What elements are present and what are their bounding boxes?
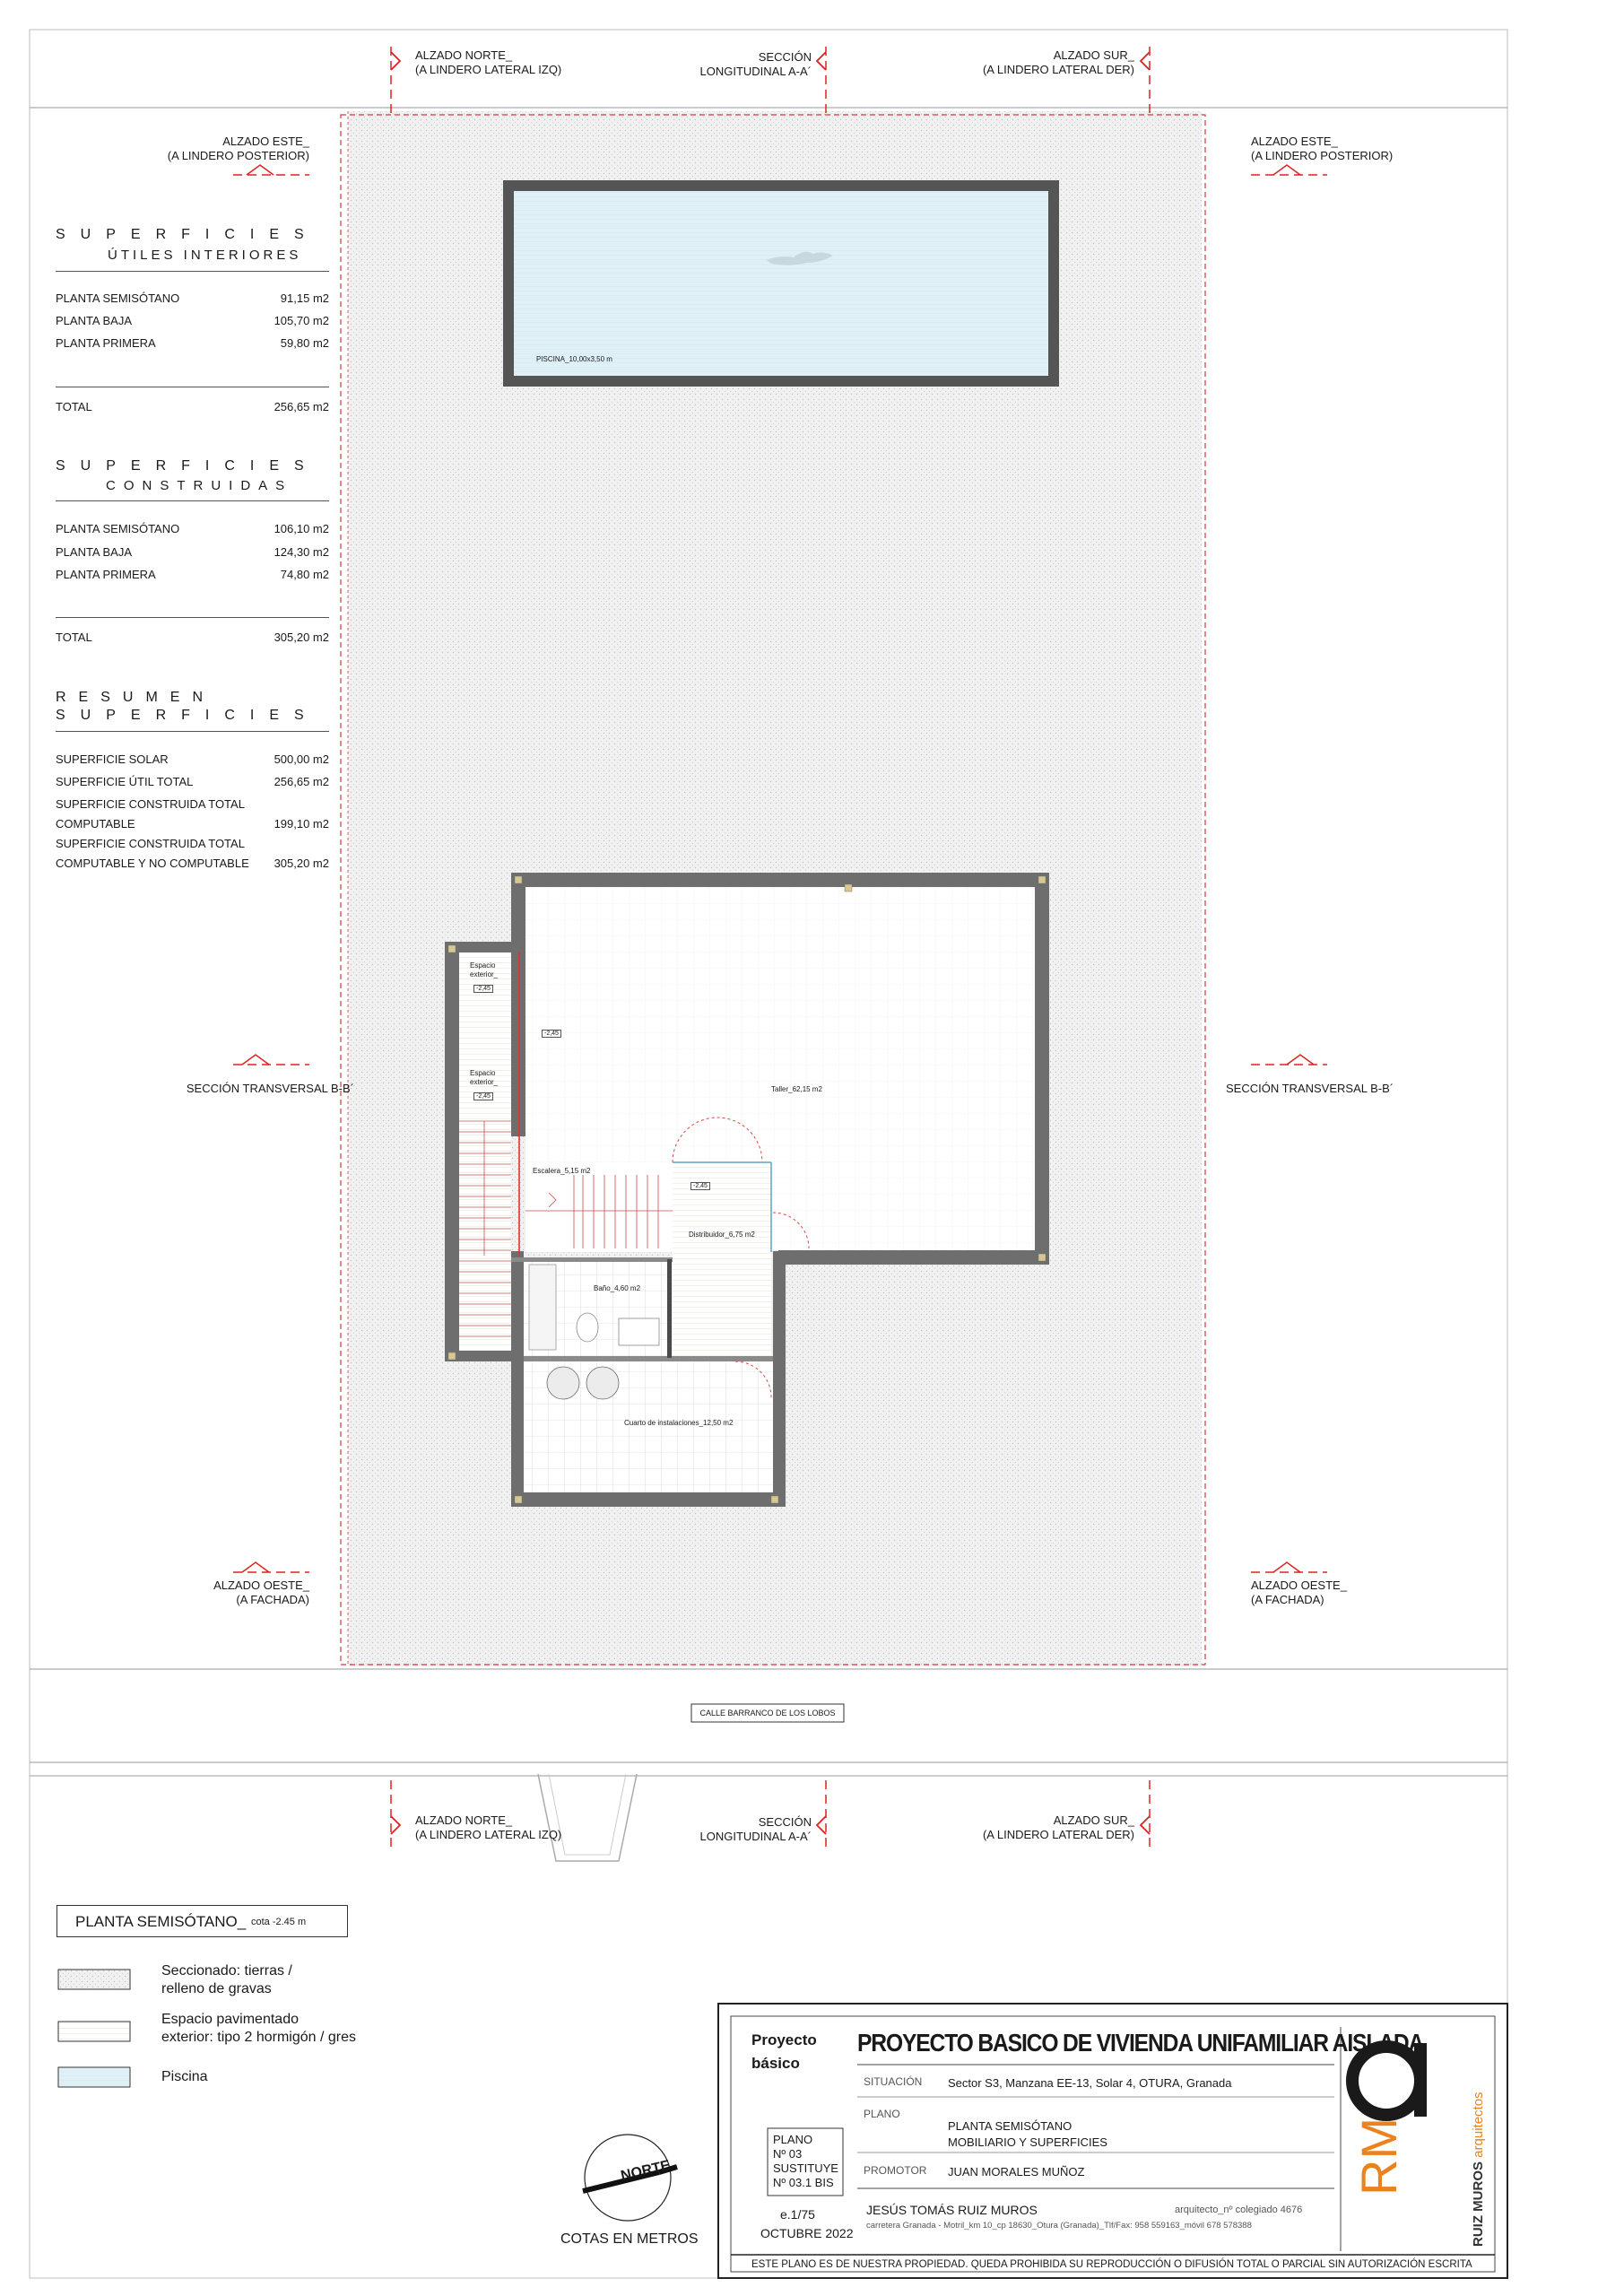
plano-value: [948, 2118, 1107, 2151]
label-line: ALZADO NORTE_: [415, 48, 513, 62]
seccion-bb-right: SECCIÓN TRANSVERSAL B-B´: [1226, 1082, 1394, 1095]
legend-paving: [161, 2011, 356, 2047]
level-tag: -2,45: [690, 1182, 710, 1190]
situacion-value: Sector S3, Manzana EE-13, Solar 4, OTURA, Granada: [948, 2076, 1232, 2090]
legend-gravel: [161, 1962, 292, 1998]
footer-notice: ESTE PLANO ES DE NUESTRA PROPIEDAD. QUEDA PROHIBIDA SU REPRODUCCIÓN O DIFUSIÓN TOTAL O PARCIAL SIN AUTORIZACIÓN ESCRITA: [751, 2259, 1472, 2270]
label-line: exterior_: [470, 1078, 499, 1086]
section-title: SUPERFICIES: [56, 227, 319, 242]
colegiado: arquitecto_nº colegiado 4676: [1175, 2205, 1303, 2215]
label-line: ALZADO OESTE_: [1251, 1578, 1347, 1592]
promotor-value: JUAN MORALES MUÑOZ: [948, 2165, 1085, 2179]
scale: e.1/75: [780, 2207, 815, 2222]
logo-arquitectos: arquitectos: [1471, 2092, 1486, 2158]
section-subtitle: ÚTILES INTERIORES: [108, 248, 302, 263]
row-label: PLANTA SEMISÓTANO: [56, 522, 180, 535]
row-label: COMPUTABLE: [56, 817, 135, 831]
row-label: PLANTA PRIMERA: [56, 336, 156, 350]
label-line: LONGITUDINAL A-A´: [699, 1830, 812, 1843]
alzado-este-left: [135, 135, 309, 163]
legend-line: Seccionado: tierras /: [161, 1963, 292, 1979]
alzado-norte-bottom: [415, 1813, 561, 1842]
row-label: SUPERFICIE CONSTRUIDA TOTAL: [56, 797, 245, 811]
label-line: (A FACHADA): [236, 1593, 309, 1606]
box-line: Nº 03.1 BIS: [773, 2176, 834, 2189]
seccion-bb-left: SECCIÓN TRANSVERSAL B-B´: [186, 1082, 354, 1095]
section-subtitle: CONSTRUIDAS: [106, 478, 293, 493]
plan-cota: cota -2.45 m: [251, 1917, 307, 1927]
divider: [56, 731, 329, 732]
label-line: (A LINDERO LATERAL IZQ): [415, 63, 562, 76]
street-label: CALLE BARRANCO DE LOS LOBOS: [699, 1709, 836, 1718]
row-label: PLANTA BAJA: [56, 545, 133, 559]
plano-number-box: [773, 2133, 838, 2190]
row-value: 256,65 m2: [274, 400, 329, 413]
espacio-exterior-1: [470, 961, 498, 979]
label-line: ALZADO SUR_: [1053, 1813, 1134, 1827]
alzado-oeste-left: [135, 1578, 309, 1607]
alzado-sur-top: [951, 48, 1134, 77]
legend-line: relleno de gravas: [161, 1981, 272, 1996]
alzado-sur-bottom: [951, 1813, 1134, 1842]
row-label: PLANTA SEMISÓTANO: [56, 291, 180, 305]
row-value: 74,80 m2: [280, 568, 329, 581]
label-line: ALZADO NORTE_: [415, 1813, 513, 1827]
section-title: SUPERFICIES: [56, 458, 319, 474]
label-line: Espacio: [470, 961, 496, 970]
escalera-label: Escalera_5,15 m2: [533, 1167, 591, 1175]
label-line: SECCIÓN: [758, 1815, 812, 1829]
label-line: (A LINDERO LATERAL DER): [982, 63, 1134, 76]
label-line: LONGITUDINAL A-A´: [699, 65, 812, 78]
situacion-label: SITUACIÓN: [864, 2075, 923, 2088]
row-label: SUPERFICIE CONSTRUIDA TOTAL: [56, 837, 245, 850]
section-subtitle: SUPERFICIES: [56, 708, 319, 723]
distribuidor-label: Distribuidor_6,75 m2: [689, 1231, 755, 1239]
label-line: ALZADO ESTE_: [222, 135, 309, 148]
taller-label: Taller_62,15 m2: [771, 1085, 822, 1093]
label-line: (A LINDERO LATERAL IZQ): [415, 1828, 562, 1841]
legend-line: Espacio pavimentado: [161, 2012, 299, 2027]
row-value: 59,80 m2: [280, 336, 329, 350]
alzado-este-right: [1251, 135, 1393, 163]
label-line: exterior_: [470, 970, 499, 978]
distribuidor-floor: [673, 1162, 771, 1356]
divider: [56, 500, 329, 501]
logo-ruiz-muros: RUIZ MUROS: [1471, 2161, 1486, 2247]
label-line: (A LINDERO POSTERIOR): [167, 149, 309, 162]
proyecto-basico-stamp: [751, 2029, 817, 2075]
legend-line: exterior: tipo 2 hormigón / gres: [161, 2030, 356, 2045]
date: OCTUBRE 2022: [760, 2226, 854, 2240]
alzado-norte-top: [415, 48, 561, 77]
label-line: Espacio: [470, 1069, 496, 1077]
label-line: SECCIÓN: [758, 50, 812, 64]
divider: [56, 271, 329, 272]
logo-vertical-text: [1471, 2092, 1486, 2247]
bano-label: Baño_4,60 m2: [594, 1284, 641, 1292]
main-title: PROYECTO BASICO DE VIVIENDA UNIFAMILIAR AISLADA: [857, 2029, 1424, 2057]
row-label: SUPERFICIE ÚTIL TOTAL: [56, 775, 194, 788]
espacio-exterior-2: [470, 1069, 498, 1087]
logo-rm: RM: [1350, 2117, 1407, 2196]
box-line: SUSTITUYE: [773, 2161, 838, 2175]
box-line: PLANO: [773, 2133, 813, 2146]
value-line: PLANTA SEMISÓTANO: [948, 2119, 1073, 2133]
row-label: SUPERFICIE SOLAR: [56, 752, 169, 766]
seccion-aa-top: [682, 50, 812, 79]
level-tag: -2,45: [542, 1030, 561, 1038]
architect-name: JESÚS TOMÁS RUIZ MUROS: [866, 2203, 1038, 2217]
row-value: 500,00 m2: [274, 752, 329, 766]
architect-address: carretera Granada - Motril_km 10_cp 18630_Otura (Granada)_Tlf/Fax: 958 559163_móvil 678 578388: [866, 2221, 1252, 2231]
value-line: MOBILIARIO Y SUPERFICIES: [948, 2135, 1107, 2149]
row-value: 106,10 m2: [274, 522, 329, 535]
level-tag: -2,45: [473, 1092, 493, 1100]
pool-label: PISCINA_10,00x3,50 m: [536, 355, 612, 363]
row-label: TOTAL: [56, 400, 92, 413]
row-value: 199,10 m2: [274, 817, 329, 831]
section-title: RESUMEN: [56, 690, 216, 705]
legend-pool: Piscina: [161, 2069, 208, 2084]
label-line: ALZADO OESTE_: [213, 1578, 309, 1592]
row-label: COMPUTABLE Y NO COMPUTABLE: [56, 857, 249, 870]
row-value: 256,65 m2: [274, 775, 329, 788]
cuarto-label: Cuarto de instalaciones_12,50 m2: [624, 1419, 734, 1427]
plano-label: PLANO: [864, 2108, 900, 2120]
label-line: (A LINDERO LATERAL DER): [982, 1828, 1134, 1841]
label-line: (A FACHADA): [1251, 1593, 1324, 1606]
plan-title: PLANTA SEMISÓTANO_: [75, 1913, 247, 1930]
alzado-oeste-right: [1251, 1578, 1347, 1607]
pool-water: [514, 191, 1048, 376]
promotor-label: PROMOTOR: [864, 2164, 927, 2177]
plan-title-box: [56, 1905, 348, 1937]
box-line: Nº 03: [773, 2147, 803, 2161]
label-line: ALZADO SUR_: [1053, 48, 1134, 62]
row-label: PLANTA PRIMERA: [56, 568, 156, 581]
escalera-floor: [525, 1162, 673, 1252]
row-value: 305,20 m2: [274, 631, 329, 644]
seccion-aa-bottom: [682, 1815, 812, 1844]
stamp-line: básico: [751, 2055, 800, 2072]
label-line: (A LINDERO POSTERIOR): [1251, 149, 1394, 162]
north-label: NORTE: [619, 2157, 673, 2185]
row-value: 91,15 m2: [280, 291, 329, 305]
row-label: TOTAL: [56, 631, 92, 644]
label-line: ALZADO ESTE_: [1251, 135, 1338, 148]
row-label: PLANTA BAJA: [56, 314, 133, 327]
divider: [56, 617, 329, 618]
stamp-line: Proyecto: [751, 2031, 817, 2048]
row-value: 124,30 m2: [274, 545, 329, 559]
cotas-label: COTAS EN METROS: [560, 2231, 699, 2247]
patio-floor: [459, 952, 511, 1351]
level-tag: -2,45: [473, 985, 493, 993]
row-value: 105,70 m2: [274, 314, 329, 327]
row-value: 305,20 m2: [274, 857, 329, 870]
